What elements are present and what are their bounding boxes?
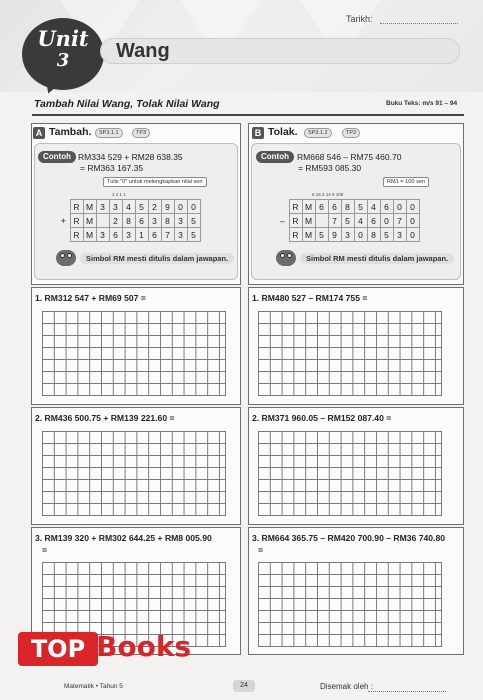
- mascot-icon: [276, 250, 296, 266]
- mascot-eye-icon: [60, 253, 65, 258]
- section-b-example-expression: RM668 546 – RM75 460.70: [297, 152, 402, 162]
- page-number: 24: [233, 680, 255, 692]
- grid-cell: 8: [367, 228, 380, 242]
- grid-cell: 0: [187, 200, 200, 214]
- grid-cell: 4: [122, 200, 135, 214]
- grid-cell: 3: [174, 228, 187, 242]
- grid-cell: 9: [328, 228, 341, 242]
- grid-cell: 1: [135, 228, 148, 242]
- grid-cell: 3: [96, 200, 109, 214]
- section-a-title: Tambah.: [49, 126, 92, 138]
- section-b-example-grid: [276, 199, 420, 242]
- footer-checked-by: Disemak oleh :: [320, 682, 373, 691]
- section-a-question-3-equals: =: [42, 545, 48, 555]
- unit-label: Unit: [37, 26, 89, 51]
- grid-row: [57, 228, 200, 242]
- grid-cell: 8: [122, 214, 135, 228]
- section-a-carry-digits: 1 1 1 1: [112, 192, 126, 197]
- grid-cell: 2: [148, 200, 161, 214]
- footer-subject: Matematik • Tahun 5: [64, 683, 123, 690]
- section-a-example-answer: = RM363 167.35: [80, 163, 144, 173]
- grid-cell: M: [302, 214, 315, 228]
- grid-cell: 4: [354, 214, 367, 228]
- section-a-question-1: 1. RM312 547 + RM69 507 =: [35, 293, 146, 303]
- grid-sign: [276, 228, 289, 242]
- grid-cell: 5: [341, 214, 354, 228]
- grid-cell: 3: [174, 214, 187, 228]
- grid-cell: 7: [161, 228, 174, 242]
- grid-cell: R: [289, 200, 302, 214]
- grid-row: [57, 214, 200, 228]
- watermark-logo-top: TOP: [18, 632, 98, 666]
- grid-cell: 8: [161, 214, 174, 228]
- section-a-example-label: Contoh: [38, 151, 76, 163]
- section-a-example-note: Tulis "0" untuk melengkapkan nilai sen: [103, 177, 207, 187]
- grid-cell: 4: [367, 200, 380, 214]
- section-b-mascot-note: Simbol RM mesti ditulis dalam jawapan.: [300, 253, 454, 264]
- grid-cell: 0: [406, 200, 419, 214]
- mascot-eye-icon: [67, 253, 72, 258]
- grid-cell: 3: [122, 228, 135, 242]
- section-a-example-expression: RM334 529 + RM28 638.35: [78, 152, 183, 162]
- grid-cell: [315, 214, 328, 228]
- grid-cell: 5: [380, 228, 393, 242]
- grid-cell: 6: [367, 214, 380, 228]
- section-b-tag-tp: TP3: [342, 128, 360, 138]
- grid-cell: 5: [354, 200, 367, 214]
- mascot-icon: [56, 250, 76, 266]
- section-b-answer-grid-1[interactable]: [258, 311, 442, 396]
- divider: [32, 114, 464, 116]
- section-b-question-1: 1. RM480 527 – RM174 755 =: [252, 293, 368, 303]
- grid-cell: 0: [393, 200, 406, 214]
- section-a-question-3: 3. RM139 320 + RM302 644.25 + RM8 005.90: [35, 533, 212, 543]
- grid-cell: 5: [187, 214, 200, 228]
- section-b-answer-grid-2[interactable]: [258, 431, 442, 516]
- section-b-tag-sp: SP3.1.2: [304, 128, 332, 138]
- grid-cell: 3: [148, 214, 161, 228]
- grid-cell: 0: [380, 214, 393, 228]
- section-b-example-label: Contoh: [256, 151, 294, 163]
- section-a-letter: A: [33, 127, 45, 139]
- grid-cell: 5: [187, 228, 200, 242]
- grid-cell: 0: [354, 228, 367, 242]
- section-b-title: Tolak.: [268, 126, 298, 138]
- mascot-eye-icon: [280, 253, 285, 258]
- section-b-answer-grid-3[interactable]: [258, 562, 442, 647]
- grid-cell: 6: [109, 228, 122, 242]
- grid-cell: M: [83, 228, 96, 242]
- section-a-mascot-note: Simbol RM mesti ditulis dalam jawapan.: [80, 253, 234, 264]
- section-a-answer-grid-1[interactable]: [42, 311, 226, 396]
- grid-sign: [57, 200, 70, 214]
- section-a-tag-tp: TP3: [132, 128, 150, 138]
- grid-cell: R: [70, 214, 83, 228]
- grid-cell: R: [70, 228, 83, 242]
- grid-sign: [57, 228, 70, 242]
- grid-cell: 3: [393, 228, 406, 242]
- date-field[interactable]: [380, 23, 458, 24]
- grid-cell: 6: [380, 200, 393, 214]
- grid-cell: 7: [393, 214, 406, 228]
- watermark-logo-books: Books: [96, 630, 192, 663]
- grid-cell: 5: [315, 228, 328, 242]
- grid-cell: R: [289, 228, 302, 242]
- grid-cell: 6: [328, 200, 341, 214]
- textbook-reference: Buku Teks: m/s 91 – 94: [386, 100, 458, 107]
- grid-cell: 5: [135, 200, 148, 214]
- grid-cell: 6: [148, 228, 161, 242]
- grid-cell: 0: [406, 214, 419, 228]
- grid-row: [276, 228, 419, 242]
- grid-cell: 0: [406, 228, 419, 242]
- grid-cell: R: [289, 214, 302, 228]
- section-a-answer-grid-2[interactable]: [42, 431, 226, 516]
- checked-by-field[interactable]: [368, 691, 446, 692]
- section-b-borrow-digits: 5 16 4 14 9 100: [312, 192, 344, 197]
- grid-sign: +: [60, 215, 66, 226]
- grid-cell: R: [70, 200, 83, 214]
- grid-cell: M: [83, 200, 96, 214]
- section-b-example-answer: = RM593 085.30: [298, 163, 362, 173]
- topic-subheading: Tambah Nilai Wang, Tolak Nilai Wang: [34, 98, 220, 110]
- unit-number: 3: [56, 50, 70, 71]
- grid-cell: 9: [161, 200, 174, 214]
- section-a-question-2: 2. RM436 500.75 + RM139 221.60 =: [35, 413, 175, 423]
- grid-sign: –: [279, 215, 285, 226]
- grid-row: [276, 200, 419, 214]
- grid-cell: M: [302, 228, 315, 242]
- section-b-question-2: 2. RM371 960.05 – RM152 087.40 =: [252, 413, 392, 423]
- date-label: Tarikh:: [346, 14, 373, 24]
- grid-row: [276, 214, 419, 228]
- grid-sign: [276, 200, 289, 214]
- grid-cell: 0: [174, 200, 187, 214]
- grid-cell: [96, 214, 109, 228]
- section-b-example-note: RM1 = 100 sen: [383, 177, 429, 187]
- grid-cell: 3: [341, 228, 354, 242]
- grid-cell: M: [302, 200, 315, 214]
- section-b-question-3: 3. RM664 365.75 – RM420 700.90 – RM36 740.80: [252, 533, 446, 543]
- grid-cell: 6: [315, 200, 328, 214]
- grid-cell: M: [83, 214, 96, 228]
- grid-row: [57, 200, 200, 214]
- grid-cell: 7: [328, 214, 341, 228]
- mascot-eye-icon: [287, 253, 292, 258]
- section-b-question-3-equals: =: [258, 545, 264, 555]
- grid-cell: 8: [341, 200, 354, 214]
- grid-cell: 3: [96, 228, 109, 242]
- grid-cell: 2: [109, 214, 122, 228]
- grid-cell: 3: [109, 200, 122, 214]
- section-a-example-grid: [57, 199, 201, 242]
- section-a-tag-sp: SP3.1.1: [95, 128, 123, 138]
- section-b-letter: B: [252, 127, 264, 139]
- page-title: Wang: [116, 40, 170, 62]
- grid-cell: 6: [135, 214, 148, 228]
